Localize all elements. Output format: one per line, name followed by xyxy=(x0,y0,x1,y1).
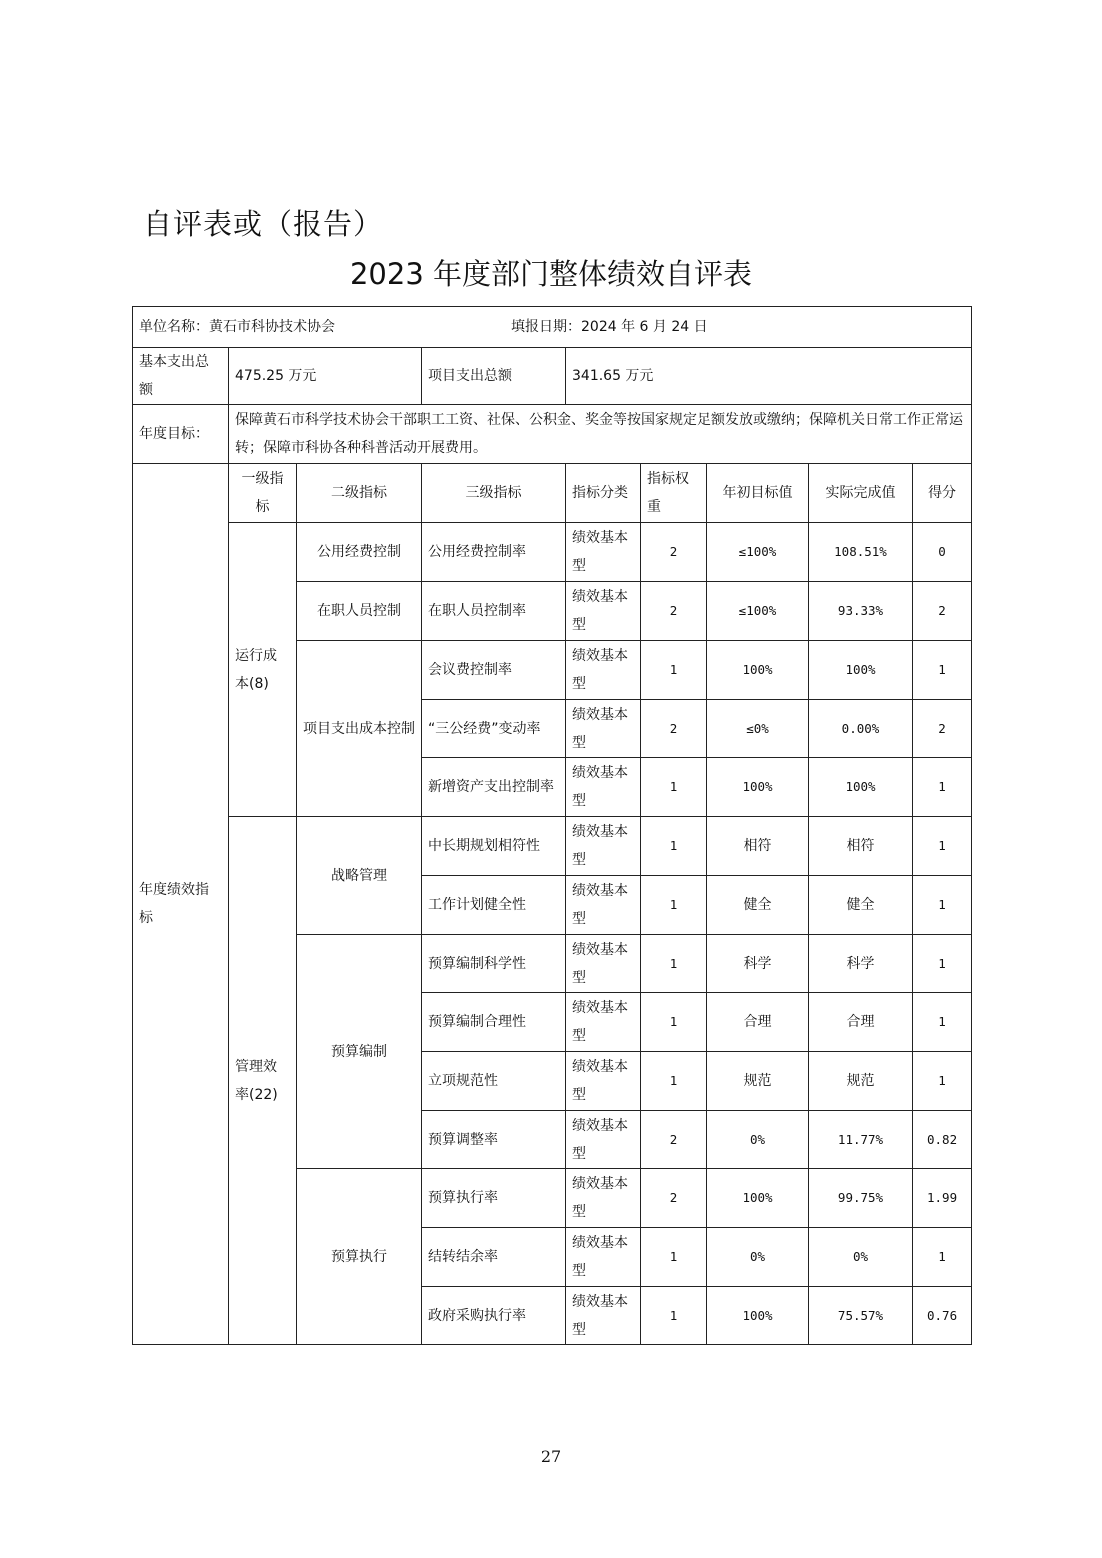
actual-cell: 0% xyxy=(809,1228,913,1287)
target-cell: ≤100% xyxy=(707,582,809,641)
project-expense-value: 341.65 万元 xyxy=(566,348,972,405)
actual-cell: 科学 xyxy=(809,935,913,993)
level2-cell: 在职人员控制 xyxy=(297,582,422,641)
type-cell: 绩效基本型 xyxy=(566,700,641,758)
type-cell: 绩效基本型 xyxy=(566,1169,641,1228)
target-cell: 合理 xyxy=(707,993,809,1052)
col-header-weight: 指标权重 xyxy=(641,464,707,523)
level3-cell: 政府采购执行率 xyxy=(422,1287,566,1345)
col-header-level1: 一级指标 xyxy=(229,464,297,523)
page-number: 27 xyxy=(540,1447,562,1466)
score-cell: 1 xyxy=(913,758,972,817)
fill-date: 2024 年 6 月 24 日 xyxy=(581,319,708,335)
basic-expense-label: 基本支出总额 xyxy=(133,348,229,405)
score-cell: 1 xyxy=(913,935,972,993)
score-cell: 0.82 xyxy=(913,1111,972,1169)
actual-cell: 100% xyxy=(809,758,913,817)
target-cell: 规范 xyxy=(707,1052,809,1111)
level2-cell: 公用经费控制 xyxy=(297,523,422,582)
project-expense-label: 项目支出总额 xyxy=(422,348,566,405)
type-cell: 绩效基本型 xyxy=(566,1287,641,1345)
level2-cell: 战略管理 xyxy=(297,817,422,935)
section-label: 年度绩效指标 xyxy=(133,464,229,1345)
heading: 自评表或（报告） xyxy=(143,207,384,241)
level3-cell: 会议费控制率 xyxy=(422,641,566,700)
weight-cell: 2 xyxy=(641,582,707,641)
score-cell: 1 xyxy=(913,1052,972,1111)
target-cell: 科学 xyxy=(707,935,809,993)
actual-cell: 11.77% xyxy=(809,1111,913,1169)
score-cell: 2 xyxy=(913,700,972,758)
type-cell: 绩效基本型 xyxy=(566,758,641,817)
type-cell: 绩效基本型 xyxy=(566,993,641,1052)
evaluation-table xyxy=(132,306,972,1345)
level1-efficiency: 管理效率(22) xyxy=(229,817,297,1345)
table-row xyxy=(133,817,972,876)
weight-cell: 2 xyxy=(641,523,707,582)
actual-cell: 相符 xyxy=(809,817,913,876)
actual-cell: 108.51% xyxy=(809,523,913,582)
level2-cell: 项目支出成本控制 xyxy=(297,641,422,817)
weight-cell: 1 xyxy=(641,1228,707,1287)
level3-cell: 在职人员控制率 xyxy=(422,582,566,641)
target-cell: 相符 xyxy=(707,817,809,876)
weight-cell: 1 xyxy=(641,876,707,935)
target-cell: ≤100% xyxy=(707,523,809,582)
target-cell: 100% xyxy=(707,1287,809,1345)
type-cell: 绩效基本型 xyxy=(566,1111,641,1169)
score-cell: 1 xyxy=(913,1228,972,1287)
level2-cell: 预算执行 xyxy=(297,1169,422,1345)
weight-cell: 2 xyxy=(641,1169,707,1228)
page-title: 2023 年度部门整体绩效自评表 xyxy=(349,257,753,291)
fill-date-label: 填报日期： xyxy=(511,319,581,335)
actual-cell: 99.75% xyxy=(809,1169,913,1228)
actual-cell: 93.33% xyxy=(809,582,913,641)
unit-name: 黄石市科协技术协会 xyxy=(209,319,335,335)
weight-cell: 1 xyxy=(641,817,707,876)
target-cell: 健全 xyxy=(707,876,809,935)
weight-cell: 2 xyxy=(641,1111,707,1169)
target-cell: 100% xyxy=(707,641,809,700)
basic-expense-value: 475.25 万元 xyxy=(229,348,422,405)
weight-cell: 1 xyxy=(641,1287,707,1345)
weight-cell: 1 xyxy=(641,758,707,817)
score-cell: 0.76 xyxy=(913,1287,972,1345)
annual-goal-label: 年度目标： xyxy=(133,405,229,464)
level3-cell: 工作计划健全性 xyxy=(422,876,566,935)
type-cell: 绩效基本型 xyxy=(566,523,641,582)
level3-cell: 新增资产支出控制率 xyxy=(422,758,566,817)
level3-cell: 结转结余率 xyxy=(422,1228,566,1287)
weight-cell: 1 xyxy=(641,935,707,993)
target-cell: 100% xyxy=(707,1169,809,1228)
target-cell: ≤0% xyxy=(707,700,809,758)
weight-cell: 2 xyxy=(641,700,707,758)
type-cell: 绩效基本型 xyxy=(566,817,641,876)
col-header-level3: 三级指标 xyxy=(422,464,566,523)
score-cell: 1 xyxy=(913,817,972,876)
level3-cell: 预算调整率 xyxy=(422,1111,566,1169)
actual-cell: 100% xyxy=(809,641,913,700)
level3-cell: 中长期规划相符性 xyxy=(422,817,566,876)
target-cell: 0% xyxy=(707,1111,809,1169)
level1-cost: 运行成本(8) xyxy=(229,523,297,817)
score-cell: 1 xyxy=(913,993,972,1052)
weight-cell: 1 xyxy=(641,1052,707,1111)
col-header-score: 得分 xyxy=(913,464,972,523)
type-cell: 绩效基本型 xyxy=(566,582,641,641)
type-cell: 绩效基本型 xyxy=(566,641,641,700)
col-header-target: 年初目标值 xyxy=(707,464,809,523)
unit-label: 单位名称： xyxy=(139,319,209,335)
target-cell: 100% xyxy=(707,758,809,817)
annual-goal-text: 保障黄石市科学技术协会干部职工工资、社保、公积金、奖金等按国家规定足额发放或缴纳；保障机关日常工作正常运转；保障市科协各种科普活动开展费用。 xyxy=(229,405,972,464)
level2-cell: 预算编制 xyxy=(297,935,422,1169)
level3-cell: 立项规范性 xyxy=(422,1052,566,1111)
actual-cell: 合理 xyxy=(809,993,913,1052)
type-cell: 绩效基本型 xyxy=(566,1052,641,1111)
table-row xyxy=(133,523,972,582)
actual-cell: 75.57% xyxy=(809,1287,913,1345)
col-header-level2: 二级指标 xyxy=(297,464,422,523)
level3-cell: “三公经费”变动率 xyxy=(422,700,566,758)
score-cell: 1 xyxy=(913,876,972,935)
weight-cell: 1 xyxy=(641,641,707,700)
level3-cell: 公用经费控制率 xyxy=(422,523,566,582)
type-cell: 绩效基本型 xyxy=(566,1228,641,1287)
actual-cell: 0.00% xyxy=(809,700,913,758)
unit-date-row xyxy=(133,307,972,348)
col-header-actual: 实际完成值 xyxy=(809,464,913,523)
type-cell: 绩效基本型 xyxy=(566,935,641,993)
level3-cell: 预算编制科学性 xyxy=(422,935,566,993)
weight-cell: 1 xyxy=(641,993,707,1052)
score-cell: 1 xyxy=(913,641,972,700)
actual-cell: 健全 xyxy=(809,876,913,935)
col-header-type: 指标分类 xyxy=(566,464,641,523)
target-cell: 0% xyxy=(707,1228,809,1287)
score-cell: 0 xyxy=(913,523,972,582)
score-cell: 1.99 xyxy=(913,1169,972,1228)
score-cell: 2 xyxy=(913,582,972,641)
actual-cell: 规范 xyxy=(809,1052,913,1111)
level3-cell: 预算编制合理性 xyxy=(422,993,566,1052)
level3-cell: 预算执行率 xyxy=(422,1169,566,1228)
type-cell: 绩效基本型 xyxy=(566,876,641,935)
